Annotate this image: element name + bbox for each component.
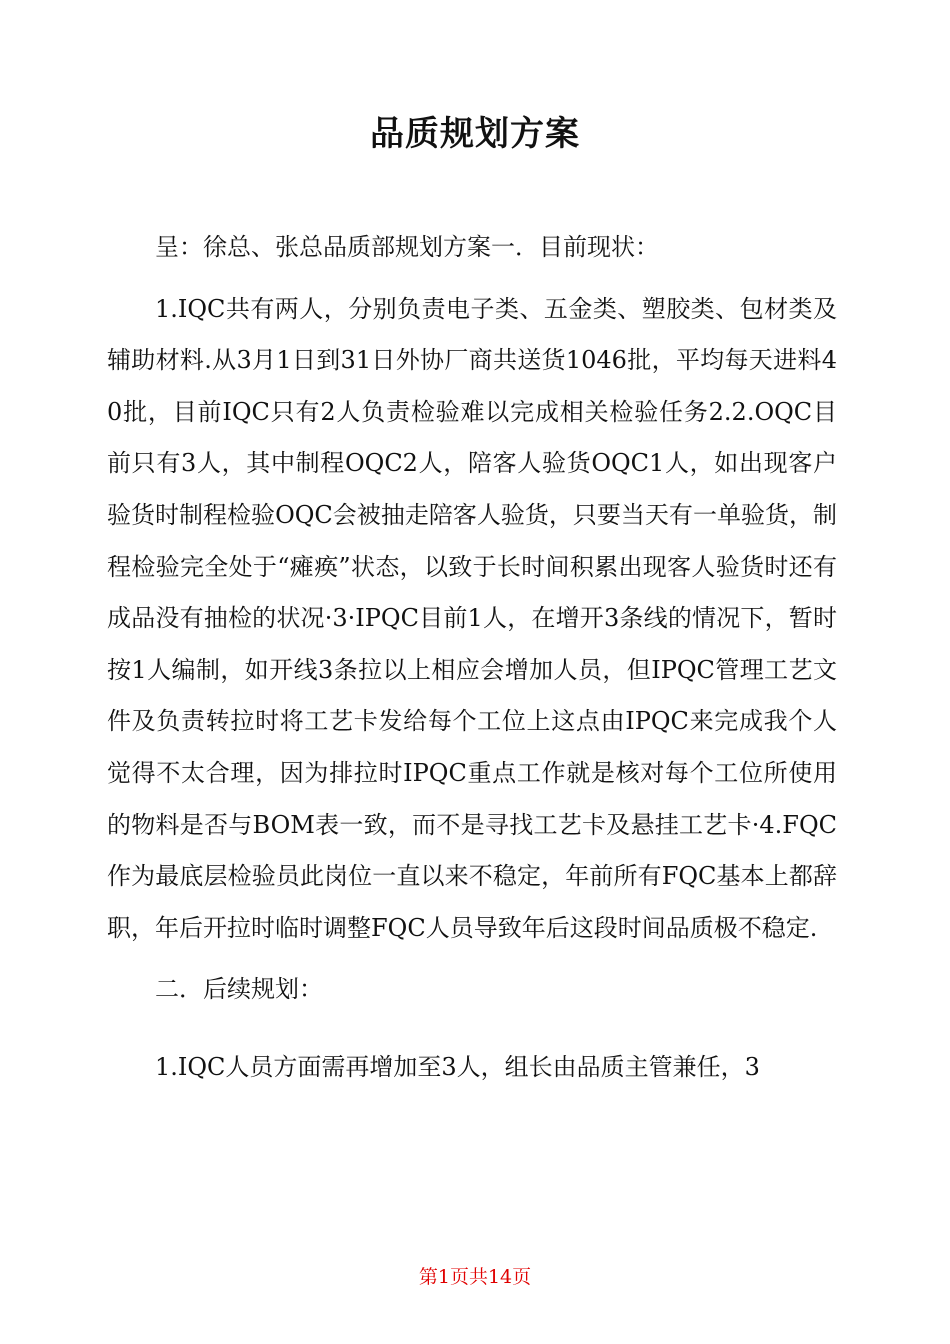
document-title: 品质规划方案 bbox=[370, 114, 580, 154]
document-body bbox=[107, 222, 837, 1094]
salutation-paragraph: 呈：徐总、张总品质部规划方案一．目前现状： bbox=[155, 233, 659, 261]
follow-up-paragraph: 1.IQC人员方面需再增加至3人，组长由品质主管兼任，3 bbox=[155, 1052, 760, 1081]
section-heading-follow-up: 二．后续规划： bbox=[155, 975, 323, 1004]
page-number-footer: 第1页共14页 bbox=[418, 1266, 532, 1288]
current-status-paragraph: 1.IQC共有两人，分别负责电子类、五金类、塑胶类、包材类及辅助材料.从3月1日到31日外协厂商共送货1046批，平均每天进料40批，目前IQC只有2人负责检验难以完成相关检验任务2.2.OQC目前只有3人，其中制程OQC2人，陪客人验货OQC1人，如出现客户验货时制程检验OQC会被抽走陪客人验货，只要当天有一单验货，制程检验完全处于“瘫痪”状态，以致于长时间积累出现客人验货时还有成品没有抽检的状况·3·IPQC目前1人，在增开3条线的情况下，暂时按1人编制，如开线3条拉以上相应会增加人员，但IPQC管理工艺文件及负责转拉时将工艺卡发给每个工位上这点由IPQC来完成我个人觉得不太合理，因为排拉时IPQC重点工作就是核对每个工位所使用的物料是否与BOM表一致，而不是寻找工艺卡及悬挂工艺卡·4.FQC作为最底层检验员此岗位一直以来不稳定，年前所有FQC基本上都辞职，年后开拉时临时调整FQC人员导致年后这段时间品质极不稳定. bbox=[107, 294, 837, 942]
